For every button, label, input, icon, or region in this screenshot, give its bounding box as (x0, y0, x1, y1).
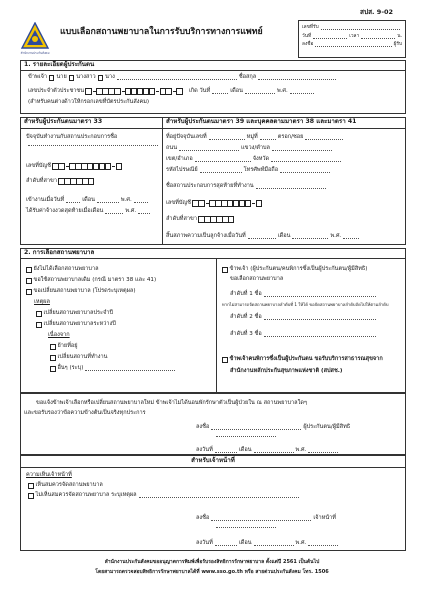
reg-date-field[interactable] (313, 38, 347, 39)
column-divider (162, 117, 163, 245)
birth-year-label: พ.ศ. (276, 88, 288, 95)
no-hospital-label: ยังไม่ได้เลือกสถานพยาบาล (33, 266, 99, 272)
national-id-boxes[interactable] (86, 88, 183, 95)
district-field[interactable] (195, 161, 251, 162)
agree-label: เห็นสมควรจัดสถานพยาบาล (35, 482, 103, 488)
because-heading: เนื่องจาก (48, 332, 70, 338)
reg-receiver-label: ผู้รับ (393, 42, 402, 48)
last-employer-label: ชื่อสถานประกอบการสุดท้ายที่ทำงาน (166, 183, 254, 189)
surname-label: ชื่อสกุล (238, 74, 257, 80)
postcode-field[interactable] (200, 172, 242, 173)
disagree-reason-field[interactable] (139, 497, 299, 498)
section-2-divider (216, 259, 217, 393)
reg-time-field[interactable] (361, 38, 395, 39)
birth-month-label: เดือน (230, 88, 243, 95)
moved-label: ย้ายที่อยู่ (57, 343, 78, 349)
applicant-prefix-label: ข้าพเจ้า (28, 74, 47, 80)
officer-header-divider (20, 467, 406, 468)
reg-signature-field[interactable] (315, 46, 391, 47)
change-hospital-label: ขอเปลี่ยนสถานพยาบาล (โปรดระบุเหตุผล) (33, 288, 136, 294)
last-wage-year-field[interactable] (138, 213, 150, 214)
officer-role-label: เจ้าหน้าที่ (313, 515, 336, 521)
end-month-field[interactable] (292, 238, 328, 239)
section-39-title: สำหรับผู้ประกันตนมาตรา 39 และบุคคลตามมาตรา 38 และมาตรา 41 (166, 118, 357, 125)
insured-sign-label: ลงชื่อ (196, 424, 210, 430)
rank-3-field[interactable] (264, 336, 376, 337)
postcode-label: รหัสไปรษณีย์ (166, 167, 198, 173)
start-date-label: เข้างานเมื่อวันที่ (26, 197, 65, 203)
officer-frame (20, 455, 406, 551)
officer-name-field[interactable] (216, 527, 276, 528)
section-2-title: 2. การเลือกสถานพยาบาล (20, 248, 406, 259)
change-hospital-checkbox[interactable] (26, 289, 32, 295)
logo-caption: สำนักงานประกันสังคม (20, 51, 50, 55)
province-label: จังหวัด (252, 156, 270, 162)
footer-line-1: สำนักงานประกันสังคมขออนุญาตการพิมพ์เพื่อรับรองสิทธิการรักษาพยาบาล ตั้งแต่ปี 2561 เป็นต้นไป (104, 559, 320, 565)
reg-time-label: เวลา (349, 33, 360, 39)
start-day-field[interactable] (66, 202, 80, 203)
last-wage-month-field[interactable] (105, 213, 123, 214)
other-reason-label: อื่นๆ (ระบุ) (57, 365, 84, 371)
branch-39-boxes[interactable] (199, 216, 234, 223)
last-employer-field[interactable] (256, 188, 326, 189)
section-33-title: สำหรับผู้ประกันตนมาตรา 33 (24, 118, 103, 125)
officer-signature-field[interactable] (211, 520, 311, 521)
road-field[interactable] (179, 150, 239, 151)
reg-date-label: วันที่ (302, 33, 312, 39)
end-year-label: พ.ศ. (330, 233, 342, 239)
officer-month-field[interactable] (254, 545, 294, 546)
moo-label: หมู่ที่ (246, 134, 258, 140)
midyear-change-label: เปลี่ยนสถานพยาบาลระหว่างปี (43, 321, 116, 327)
miss-label: นางสาว (76, 74, 96, 80)
address-no-label: ที่อยู่ปัจจุบันเลขที่ (166, 134, 207, 140)
rank-3-label: ลำดับที่ 3 ชื่อ (230, 331, 262, 337)
birth-day-field[interactable] (212, 93, 228, 94)
account-no-39-boxes[interactable] (193, 200, 262, 207)
address-no-field[interactable] (209, 139, 245, 140)
disagree-label: ไม่เห็นสมควรจัดสถานพยาบาล ระบุเหตุผล (35, 492, 137, 498)
annual-change-checkbox[interactable] (36, 311, 42, 317)
last-wage-year-label: พ.ศ. (125, 208, 137, 214)
disagree-checkbox[interactable] (28, 493, 34, 499)
section-1-title: 1. รายละเอียดผู้ประกันตน (20, 60, 406, 71)
officer-sign-label: ลงชื่อ (196, 515, 210, 521)
end-year-field[interactable] (343, 238, 359, 239)
start-month-label: เดือน (82, 197, 95, 203)
form-code: สปส. 9-02 (360, 8, 394, 16)
rank-2-label: ลำดับที่ 2 ชื่อ (230, 314, 262, 320)
consent-text-2: และขอรับรองว่าข้อความข้างต้นเป็นจริงทุกประการ (24, 410, 146, 416)
employment-end-label: สิ้นสภาพความเป็นลูกจ้างเมื่อวันที่ (166, 233, 246, 239)
other-reason-field[interactable] (85, 370, 175, 371)
moved-checkbox[interactable] (50, 344, 56, 350)
footer-line-2: โดยสามารถตรวจสอบสิทธิการรักษาพยาบาลได้ที่ www.sso.go.th หรือ สายด่วนประกันสังคม โทร. 1506 (95, 569, 329, 575)
account-no-boxes[interactable] (53, 163, 122, 170)
district-label: เขต/อำเภอ (166, 156, 193, 162)
agree-checkbox[interactable] (28, 483, 34, 489)
officer-month-label: เดือน (238, 540, 252, 546)
mobile-field[interactable] (280, 172, 330, 173)
officer-title: สำหรับเจ้าหน้าที่ (191, 457, 235, 464)
insured-name-field[interactable] (216, 436, 276, 437)
foreigner-note: (สำหรับคนต่างด้าวให้กรอกเลขที่บัตรประกันสังคม) (28, 99, 150, 105)
registration-box (298, 20, 406, 58)
birth-date-label: เกิด วันที่ (188, 88, 211, 95)
reg-time-unit: น. (397, 33, 403, 39)
birth-month-field[interactable] (245, 93, 275, 94)
reg-signature-label: ลงชื่อ (302, 42, 314, 48)
mrs-label: นาง (105, 74, 115, 80)
end-day-field[interactable] (248, 238, 276, 239)
subdistrict-field[interactable] (272, 150, 332, 151)
insured-month-field[interactable] (254, 452, 294, 453)
nhso-label: ข้าพเจ้าคนพิการซึ่งเป็นผู้ประกันตน ขอรับบริการสาธารณสุขจาก (229, 356, 383, 362)
insured-date-label: ลงวันที่ (196, 447, 213, 453)
road-label: ถนน (166, 145, 178, 151)
other-reason-checkbox[interactable] (50, 366, 56, 372)
officer-date-label: ลงวันที่ (196, 540, 213, 546)
last-wage-label: ได้รับค่าจ้างงวดสุดท้ายเมื่อเดือน (26, 208, 104, 214)
province-field[interactable] (271, 161, 341, 162)
mobile-label: โทรศัพท์มือถือ (243, 167, 279, 173)
insured-role-label: ผู้ประกันตน/ผู้มีสิทธิ (303, 424, 351, 430)
branch-label: ลำดับที่สาขา (26, 178, 57, 185)
choose-hospital-label: ข้าพเจ้า (ผู้ประกันตน/คนพิการซึ่งเป็นผู้ประกันตน/ผู้มีสิทธิ) (229, 266, 368, 272)
choose-hospital-checkbox[interactable] (222, 267, 228, 273)
soi-field[interactable] (305, 139, 343, 140)
start-year-label: พ.ศ. (120, 197, 132, 203)
moo-field[interactable] (260, 139, 276, 140)
nhso-checkbox[interactable] (222, 357, 228, 363)
rank-1-label: ลำดับที่ 1 ชื่อ (230, 291, 262, 297)
midyear-change-checkbox[interactable] (36, 322, 42, 328)
sso-logo (20, 22, 50, 52)
end-month-label: เดือน (277, 233, 291, 239)
officer-year-field[interactable] (308, 545, 338, 546)
keep-hospital-label: ขอใช้สถานพยาบาลเดิม (กรณี มาตรา 38 และ 41) (33, 277, 157, 283)
rank-2-field[interactable] (264, 319, 376, 320)
employer-label: ปัจจุบันทำงานกับสถานประกอบการชื่อ (26, 134, 118, 140)
nhso-label-2: สำนักงานหลักประกันสุขภาพแห่งชาติ (สปสช.) (230, 368, 343, 374)
mr-label: นาย (56, 74, 67, 80)
account-no-label: เลขที่บัญชี (26, 163, 51, 170)
officer-opinion-heading: ความเห็นเจ้าหน้าที่ (26, 472, 72, 478)
national-id-label: เลขประจำตัวประชาชน (28, 88, 85, 95)
start-year-field[interactable] (134, 202, 148, 203)
employer-field[interactable] (28, 145, 158, 146)
no-hospital-checkbox[interactable] (26, 267, 32, 273)
consent-text-1: ขอแจ้งข้าพเจ้าเลือกหรือเปลี่ยนสถานพยาบาลใหม่ ข้าพเจ้าไม่ได้นอนพักรักษาตัวเป็นผู้ป่วยใน ณ สถานพยาบาลใดๆ (36, 400, 307, 406)
mr-checkbox[interactable] (49, 75, 55, 81)
reason-heading: เหตุผล (34, 299, 50, 305)
officer-year-label: พ.ศ. (295, 540, 307, 546)
insured-day-field[interactable] (215, 452, 237, 453)
keep-hospital-checkbox[interactable] (26, 278, 32, 284)
changed-work-label: เปลี่ยนสถานที่ทำงาน (57, 354, 108, 360)
soi-label: ตรอก/ซอย (277, 134, 304, 140)
insured-signature-field[interactable] (211, 429, 301, 430)
first-name-field[interactable] (117, 79, 237, 80)
mrs-checkbox[interactable] (98, 75, 104, 81)
insured-year-field[interactable] (308, 452, 338, 453)
reg-doc-no-field[interactable] (321, 29, 400, 30)
miss-checkbox[interactable] (69, 75, 75, 81)
officer-day-field[interactable] (215, 545, 237, 546)
surname-field[interactable] (258, 79, 336, 80)
start-month-field[interactable] (97, 202, 119, 203)
branch-39-label: ลำดับที่สาขา (166, 216, 197, 223)
annual-change-label: เปลี่ยนสถานพยาบาลประจำปี (43, 310, 114, 316)
insured-year-label: พ.ศ. (295, 447, 307, 453)
rank-1-field[interactable] (264, 296, 376, 297)
account-no-39-label: เลขที่บัญชี (166, 200, 191, 207)
reg-doc-no-label: เลขที่รับ (302, 25, 319, 31)
form-title: แบบเลือกสถานพยาบาลในการรับบริการทางการแพทย์ (60, 27, 263, 37)
section-33-39-header-divider (20, 128, 406, 129)
insured-month-label: เดือน (238, 447, 252, 453)
branch-boxes[interactable] (59, 178, 94, 185)
choose-hospital-label-2: ขอเลือกสถานพยาบาล (230, 276, 284, 282)
rank-note: หากไม่สามารถจัดสถานพยาบาลลำดับที่ 1 ให้ได้ ขอจัดสถานพยาบาลลำดับถัดไปให้ตามลำดับ (222, 302, 389, 307)
birth-year-field[interactable] (290, 93, 314, 94)
subdistrict-label: แขวง/ตำบล (241, 145, 270, 151)
changed-work-checkbox[interactable] (50, 355, 56, 361)
